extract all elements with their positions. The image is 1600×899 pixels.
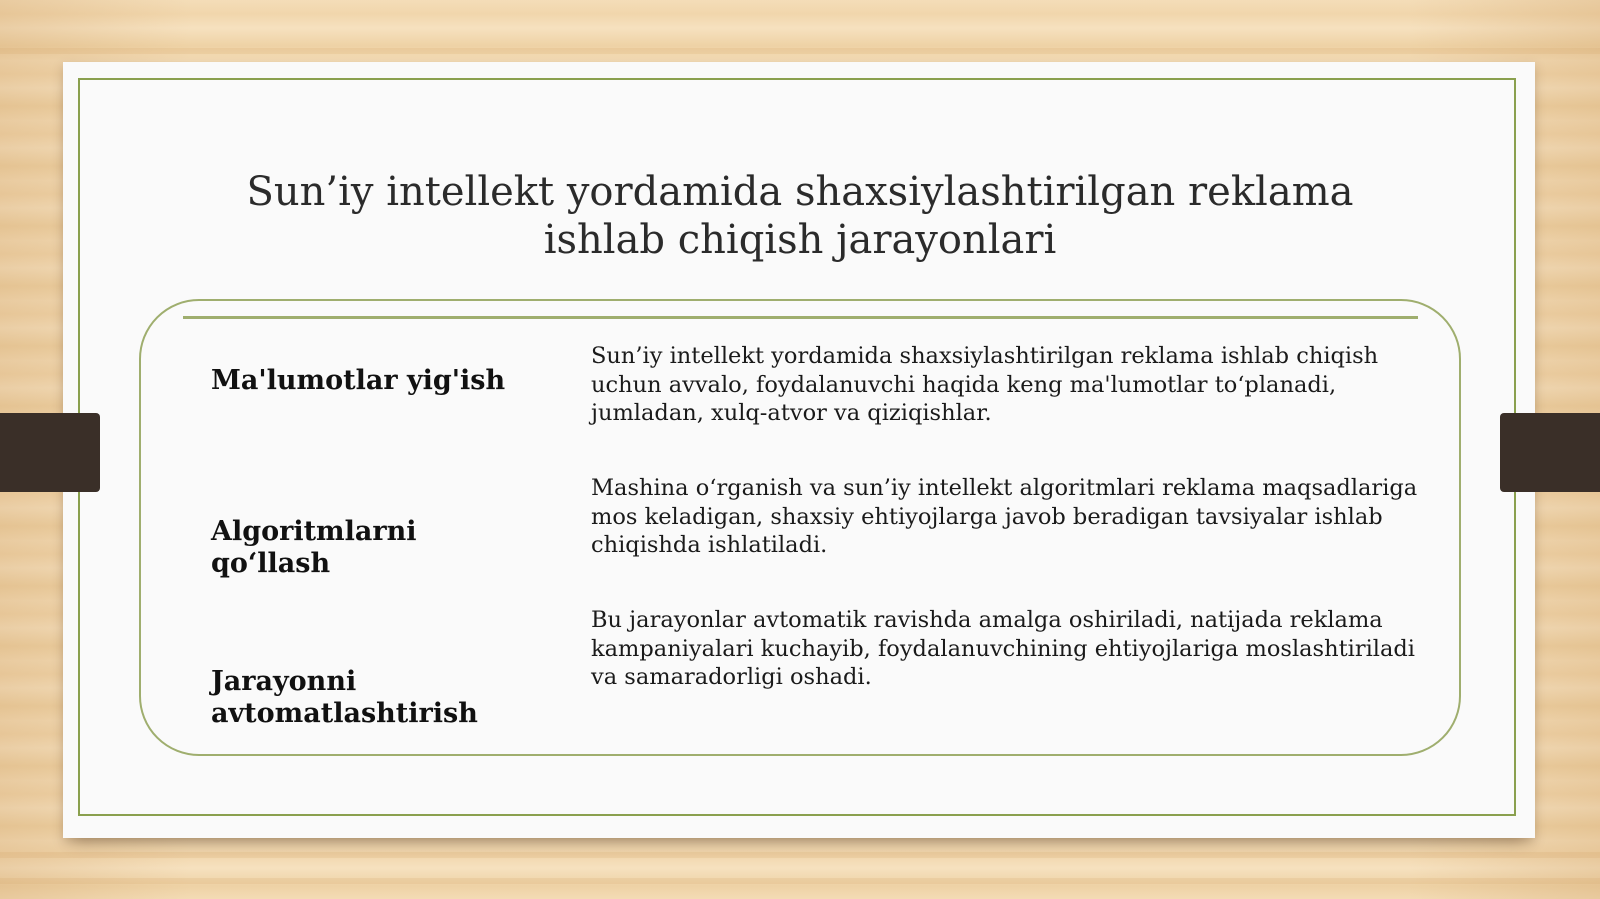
wood-grain bbox=[0, 852, 1600, 858]
slide-title: Sun’iy intellekt yordamida shaxsiylashtirilgan reklama ishlab chiqish jarayonlari bbox=[246, 169, 1354, 263]
row-description-algorithms: Mashina o‘rganish va sun’iy intellekt algoritmlari reklama maqsadlariga mos keladigan, shaxsiy ehtiyojlarga javob beradigan tavsiyalar ishlab chiqishda ishlatiladi. bbox=[591, 475, 1418, 558]
row-description-data-collection: Sun’iy intellekt yordamida shaxsiylashtirilgan reklama ishlab chiqish uchun avvalo, foydalanuvchi haqida keng ma'lumotlar to‘planadi, jumladan, xulq-atvor va qiziqishlar. bbox=[591, 343, 1379, 426]
row-label-algorithms: Algoritmlarni qo‘llash bbox=[211, 516, 417, 579]
binder-clip-left bbox=[0, 413, 100, 492]
binder-clip-right bbox=[1500, 413, 1600, 492]
row-label-automation: Jarayonni avtomatlashtirish bbox=[211, 666, 478, 729]
content-divider bbox=[183, 316, 1418, 319]
row-description-automation: Bu jarayonlar avtomatik ravishda amalga oshiriladi, natijada reklama kampaniyalari kuchayib, foydalanuvchining ehtiyojlariga moslashtiriladi va samaradorligi oshadi. bbox=[591, 607, 1415, 690]
wood-grain bbox=[0, 878, 1600, 884]
row-label-data-collection: Ma'lumotlar yig'ish bbox=[211, 365, 506, 396]
wood-grain bbox=[0, 48, 1600, 54]
